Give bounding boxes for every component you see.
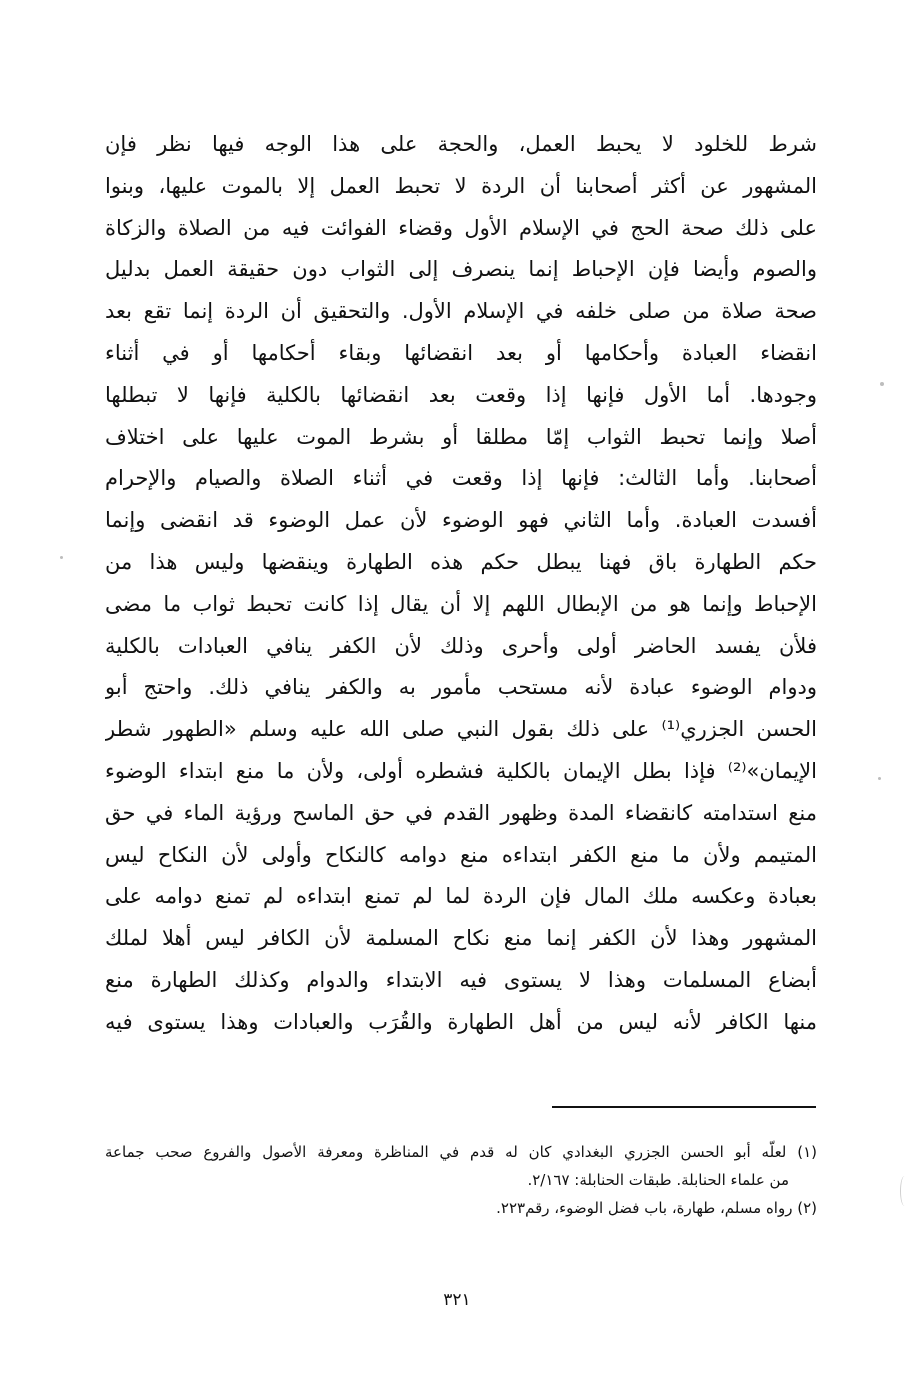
text-line: انقضاء العبادة وأحكامها أو بعد انقضائها وبقاء أحكامها أو في أثناء (105, 340, 817, 365)
text-line: شرط للخلود لا يحبط العمل، والحجة على هذا الوجه فيها نظر فإن (105, 132, 817, 156)
scan-speck (60, 556, 63, 559)
text-line: أفسدت العبادة. وأما الثاني فهو الوضوء لأن عمل الوضوء قد انقضى وإنما (105, 508, 817, 533)
footnotes-block (105, 1138, 817, 1222)
text-line: فلأن يفسد الحاضر أولى وأحرى وذلك لأن الكفر ينافي العبادات بالكلية (105, 633, 817, 658)
page-number: ٣٢١ (443, 1290, 471, 1310)
scan-edge-mark (900, 1176, 909, 1206)
scan-speck (880, 382, 884, 386)
main-text-block (105, 124, 817, 1044)
text-line: المشهور عن أكثر أصحابنا أن الردة لا تحبط العمل إلا بالموت عليها، وبنوا (105, 173, 817, 198)
text-line: أصحابنا. وأما الثالث: فإنها إذا وقعت في أثناء الصلاة والصيام والإحرام (105, 466, 817, 491)
text-line: بعبادة وعكسه ملك المال فإن الردة لما لم تمنع ابتداءه لم تمنع دوامه على (105, 884, 817, 909)
text-line: المتيمم ولأن ما منع الكفر ابتداءه منع دوامه كالنكاح وأولى لأن النكاح ليس (105, 842, 817, 867)
footnote-separator (552, 1106, 816, 1108)
text-line: الإحباط وإنما هو من الإبطال اللهم إلا أن يقال إذا كانت تحبط ثواب ما مضى (105, 591, 817, 616)
footnote-1-line-1: (١) لعلّه أبو الحسن الجزري البغدادي كان له قدم في المناظرة ومعرفة الأصول والفروع صحب جماعة (105, 1143, 817, 1161)
text-line: على ذلك صحة الحج في الإسلام الأول وقضاء الفوائت فيه من الصلاة والزكاة (105, 215, 817, 240)
footnote-2: (٢) رواه مسلم، طهارة، باب فضل الوضوء، رقم٢٢٣. (496, 1199, 817, 1217)
text-line: الإيمان»⁽²⁾ فإذا بطل الإيمان بالكلية فشطره أولى، ولأن ما منع ابتداء الوضوء (105, 758, 817, 783)
text-line: منع استدامته كانقضاء المدة وظهور القدم في حق الماسح ورؤية الماء في حق (105, 800, 817, 825)
footnote-1-line-2: من علماء الحنابلة. طبقات الحنابلة: ٢/١٦٧. (527, 1171, 789, 1189)
text-line: الحسن الجزري⁽¹⁾ على ذلك بقول النبي صلى الله عليه وسلم «الطهور شطر (105, 717, 817, 742)
scan-speck (878, 777, 881, 780)
text-line: وجودها. أما الأول فإنها إذا وقعت بعد انقضائها بالكلية فإنها لا تبطلها (105, 382, 817, 407)
text-line: أصلا وإنما تحبط الثواب إمّا مطلقا أو بشرط الموت عليها على اختلاف (105, 424, 817, 449)
text-line: المشهور وهذا لأن الكفر إنما منع نكاح المسلمة لأن الكافر ليس أهلا لملك (105, 926, 817, 951)
text-line: منها الكافر لأنه ليس من أهل الطهارة والقُرَب والعبادات وهذا يستوى فيه (105, 1009, 817, 1034)
text-line: حكم الطهارة باق فهنا يبطل حكم هذه الطهارة وينقضها وليس هذا من (105, 549, 817, 574)
text-line: صحة صلاة من صلى خلفه في الإسلام الأول. والتحقيق أن الردة إنما تقع بعد (105, 299, 817, 324)
text-line: أبضاع المسلمات وهذا لا يستوى فيه الابتداء والدوام وكذلك الطهارة منع (105, 967, 817, 992)
text-line: ودوام الوضوء عبادة لأنه مستحب مأمور به والكفر ينافي ذلك. واحتج أبو (105, 675, 817, 700)
text-line: والصوم وأيضا فإن الإحباط إنما ينصرف إلى الثواب دون حقيقة العمل بدليل (105, 257, 817, 282)
